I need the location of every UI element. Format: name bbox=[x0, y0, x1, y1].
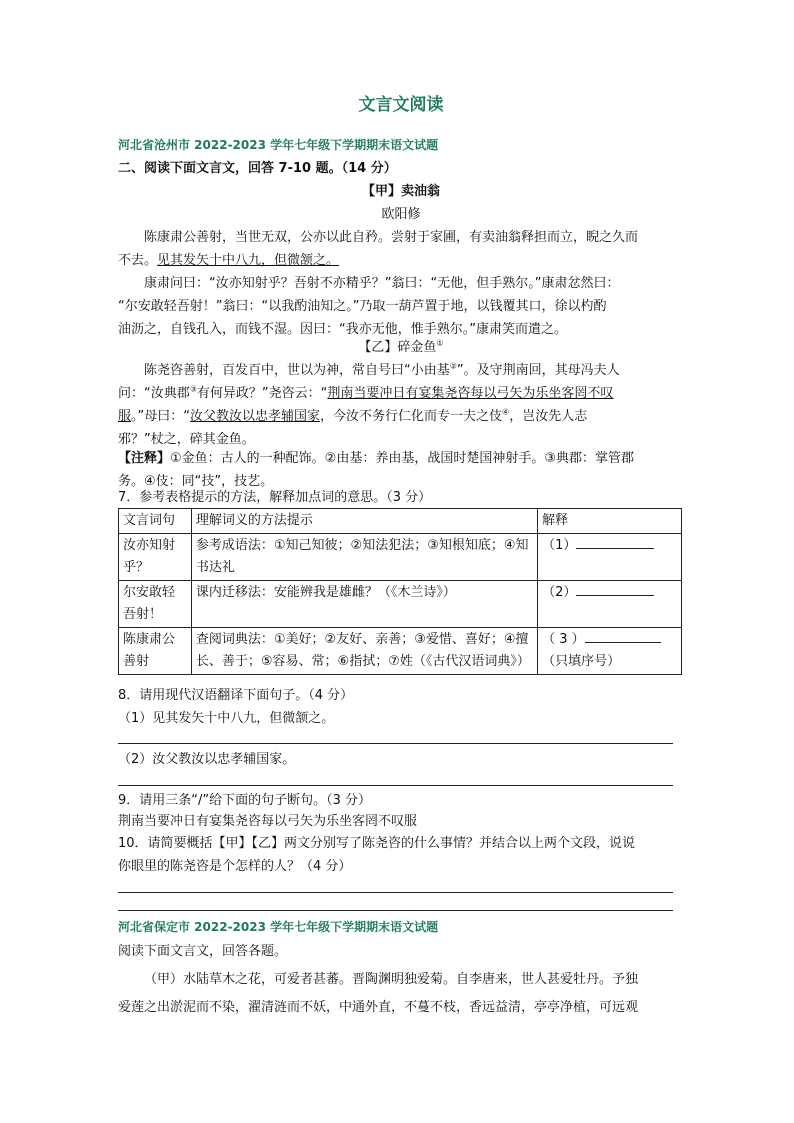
text-b-line-1 bbox=[118, 359, 684, 382]
text-a-paragraph-2-line-1: 康肃问曰：“汝亦知射乎？吾射不亦精乎？”翁曰：“无他，但手熟尔。”康肃忿然曰： bbox=[144, 276, 620, 291]
answer-blank[interactable] bbox=[576, 582, 654, 596]
question-7: 7．参考表格提示的方法，解释加点词的意思。（3 分） bbox=[118, 490, 432, 505]
question-9: 9．请用三条“/”给下面的句子断句。（3 分） bbox=[118, 793, 372, 808]
question-8: 8．请用现代汉语翻译下面句子。（4 分） bbox=[118, 688, 354, 703]
text-b-underlined-sentence-2: 汝父教汝以忠孝辅国家 bbox=[190, 409, 321, 424]
text-a-heading: 【甲】卖油翁 bbox=[361, 184, 440, 199]
source-heading-baoding: 河北省保定市 2022-2023 学年七年级下学期期末语文试题 bbox=[118, 920, 439, 934]
table-cell-method: 课内迁移法：安能辨我是雄雌？（《木兰诗》） bbox=[191, 581, 537, 628]
text-b-heading bbox=[118, 336, 684, 359]
answer-note: （只填序号） bbox=[542, 654, 621, 669]
text-b-l2b: 有何异政？”尧咨云：“ bbox=[196, 386, 328, 401]
source-heading-cangzhou: 河北省沧州市 2022-2023 学年七年级下学期期末语文试题 bbox=[118, 138, 439, 152]
text-b-l3c: ，岂汝先人志 bbox=[509, 409, 588, 424]
text-b-line-4: 邪？”杖之，碎其金鱼。 bbox=[118, 432, 255, 447]
notes-label: 【注释】 bbox=[118, 451, 171, 466]
text-b-l1a: 陈尧咨善射，百发百中，世以为神，常自号曰“小由基 bbox=[144, 363, 450, 378]
text-b-underlined-sentence: 荆南当要冲日有宴集尧咨每以弓矢为乐坐客罔不叹 bbox=[327, 386, 614, 401]
vocabulary-table bbox=[118, 508, 682, 675]
text-b-line-3 bbox=[118, 405, 684, 428]
answer-number: （1） bbox=[542, 538, 577, 553]
table-row bbox=[119, 581, 682, 628]
table-row bbox=[119, 628, 682, 675]
question-10-line-1: 10．请简要概括【甲】【乙】两文分别写了陈尧咨的什么事情？并结合以上两个文段，说说 bbox=[118, 836, 636, 851]
table-header: 解释 bbox=[538, 509, 682, 534]
question-9-sentence: 荆南当要冲日有宴集尧咨每以弓矢为乐坐客罔不叹服 bbox=[118, 814, 418, 829]
question-8-sentence-2: （2）汝父教汝以忠孝辅国家。 bbox=[118, 752, 296, 767]
text-b-l3b: ，今汝不务行仁化而专一夫之伎 bbox=[320, 409, 503, 424]
answer-line[interactable] bbox=[118, 743, 673, 744]
reading-2-paragraph-line-1: （甲）水陆草木之花，可爱者甚蕃。晋陶渊明独爱菊。自李唐来，世人甚爱牡丹。予独 bbox=[144, 972, 639, 987]
text-b-line-2 bbox=[118, 382, 684, 405]
text-a-paragraph-2-line-2: “尔安敢轻吾射！”翁曰：“以我酌油知之。”乃取一葫芦置于地，以钱覆其口，徐以杓酌 bbox=[118, 299, 607, 314]
text-a-paragraph-1-line-2 bbox=[118, 249, 684, 272]
text-b-underlined-end: 服 bbox=[118, 409, 132, 424]
reading-2-paragraph-line-2: 爱莲之出淤泥而不染，濯清涟而不妖，中通外直，不蔓不枝，香远益清，亭亭净植，可远观 bbox=[118, 1000, 639, 1015]
page-title: 文言文阅读 bbox=[358, 95, 444, 115]
question-8-sentence-1: （1）见其发矢十中八九，但微颔之。 bbox=[118, 711, 335, 726]
answer-line[interactable] bbox=[118, 785, 673, 786]
text-a-p1-plain: 不去。 bbox=[118, 253, 158, 268]
text-b-l2a: 问：“汝典郡 bbox=[118, 386, 190, 401]
table-cell-phrase: 尔安敢轻吾射！ bbox=[119, 581, 192, 628]
footnote-marker: ③ bbox=[189, 384, 197, 394]
table-header-row bbox=[119, 509, 682, 534]
table-cell-phrase: 汝亦知射乎？ bbox=[119, 534, 192, 581]
answer-blank[interactable] bbox=[585, 629, 661, 643]
notes-text-1: ①金鱼：古人的一种配饰。②由基：养由基，战国时楚国神射手。③典郡：掌管郡 bbox=[170, 451, 634, 466]
table-cell-answer bbox=[538, 581, 682, 628]
answer-blank[interactable] bbox=[576, 535, 654, 549]
table-row bbox=[119, 534, 682, 581]
footnote-marker: ② bbox=[449, 361, 457, 371]
table-header: 文言词句 bbox=[119, 509, 192, 534]
text-a-paragraph-2-line-3: 油沥之，自钱孔入，而钱不湿。因曰：“我亦无他，惟手熟尔。”康肃笑而遣之。 bbox=[118, 322, 567, 337]
section-heading: 二、阅读下面文言文，回答 7-10 题。（14 分） bbox=[118, 161, 397, 176]
text-b-l1b: ”。及守荆南回，其母冯夫人 bbox=[456, 363, 620, 378]
answer-number: （2） bbox=[542, 585, 577, 600]
table-cell-answer bbox=[538, 534, 682, 581]
notes-line-1 bbox=[118, 447, 684, 470]
footnote-marker: ① bbox=[436, 338, 444, 348]
text-a-underlined-sentence: 见其发矢十中八九，但微颔之。 bbox=[157, 253, 340, 268]
table-cell-answer bbox=[538, 628, 682, 675]
answer-line[interactable] bbox=[118, 892, 673, 893]
table-cell-phrase: 陈康肃公善射 bbox=[119, 628, 192, 675]
text-a-author: 欧阳修 bbox=[381, 207, 421, 222]
footnote-marker: ④ bbox=[502, 407, 510, 417]
text-b-l3a: 。”母曰：“ bbox=[131, 409, 190, 424]
text-b-heading-label: 【乙】碎金鱼 bbox=[358, 340, 437, 355]
reading-2-intro: 阅读下面文言文，回答各题。 bbox=[118, 944, 288, 959]
text-a-paragraph-1-line-1: 陈康肃公善射，当世无双，公亦以此自矜。尝射于家圃，有卖油翁释担而立，睨之久而 bbox=[144, 230, 639, 245]
table-header: 理解词义的方法提示 bbox=[191, 509, 537, 534]
table-cell-method: 参考成语法：①知己知彼；②知法犯法；③知根知底；④知书达礼 bbox=[191, 534, 537, 581]
notes-line-2: 务。④伎：同“技”，技艺。 bbox=[118, 474, 274, 489]
question-10-line-2: 你眼里的陈尧咨是个怎样的人？（4 分） bbox=[118, 859, 352, 874]
answer-line[interactable] bbox=[118, 910, 673, 911]
table-cell-method: 查阅词典法：①美好；②友好、亲善；③爱惜、喜好；④擅长、善于；⑤容易、常；⑥指拭；⑦姓（《古代汉语词典》） bbox=[191, 628, 537, 675]
answer-number: （ 3 ） bbox=[542, 632, 585, 647]
